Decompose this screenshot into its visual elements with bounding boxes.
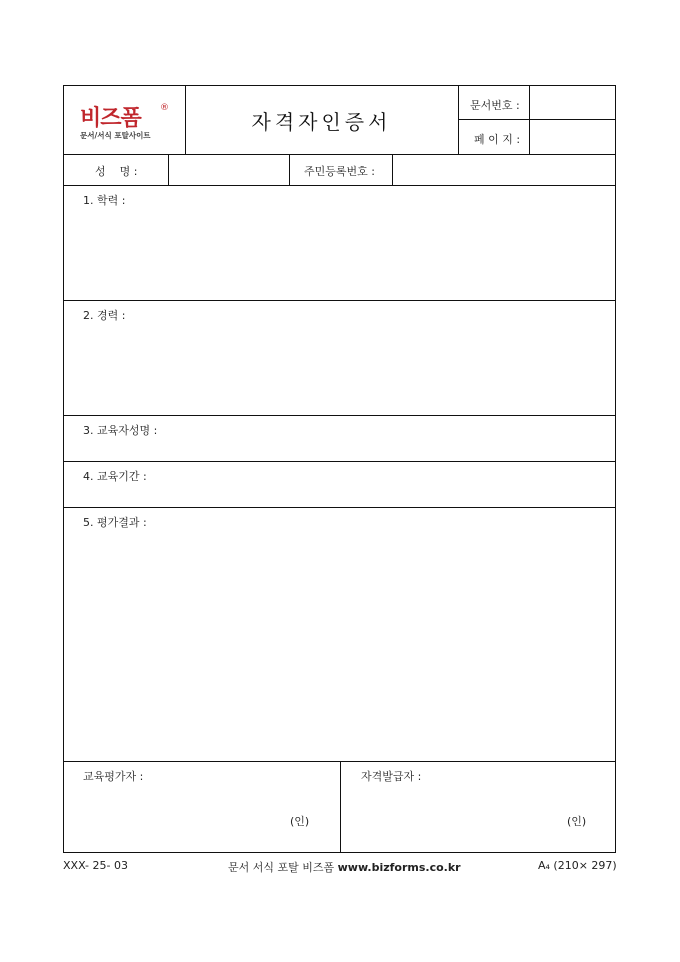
resident-number-label: 주민등록번호 :: [304, 165, 375, 178]
education-label: 1. 학력 :: [83, 194, 126, 207]
resident-number-field[interactable]: [393, 155, 615, 185]
logo-tagline: 문서/서식 포탈사이트: [80, 131, 151, 140]
training-period-label: 4. 교육기간 :: [83, 470, 147, 483]
logo-registered-mark: ®: [160, 103, 169, 113]
page-field[interactable]: [530, 120, 616, 154]
bizforms-logo: [64, 86, 185, 154]
doc-number-field[interactable]: [530, 86, 616, 119]
certificate-form: [63, 85, 616, 853]
form-code: XXX- 25- 03: [63, 859, 128, 872]
evaluator-seal: (인): [290, 815, 310, 828]
document-title: 자격자인증서: [251, 109, 392, 134]
paper-size: A₄ (210× 297): [538, 859, 617, 872]
evaluator-label: 교육평가자 :: [83, 770, 144, 783]
career-label: 2. 경력 :: [83, 309, 126, 322]
name-label: 성 명 :: [95, 165, 138, 178]
doc-number-label: 문서번호 :: [470, 99, 520, 112]
footer-site-url[interactable]: www.bizforms.co.kr: [337, 861, 461, 874]
footer-site: [228, 859, 461, 875]
logo-brand: 비즈폼: [80, 106, 141, 131]
footer-site-prefix: 문서 서식 포탈 비즈폼: [228, 861, 338, 874]
trainee-name-label: 3. 교육자성명 :: [83, 424, 158, 437]
issuer-seal: (인): [567, 815, 587, 828]
evaluation-result-label: 5. 평가결과 :: [83, 516, 147, 529]
page-label: 페 이 지 :: [474, 133, 521, 146]
name-field[interactable]: [169, 155, 288, 185]
issuer-label: 자격발급자 :: [361, 770, 422, 783]
